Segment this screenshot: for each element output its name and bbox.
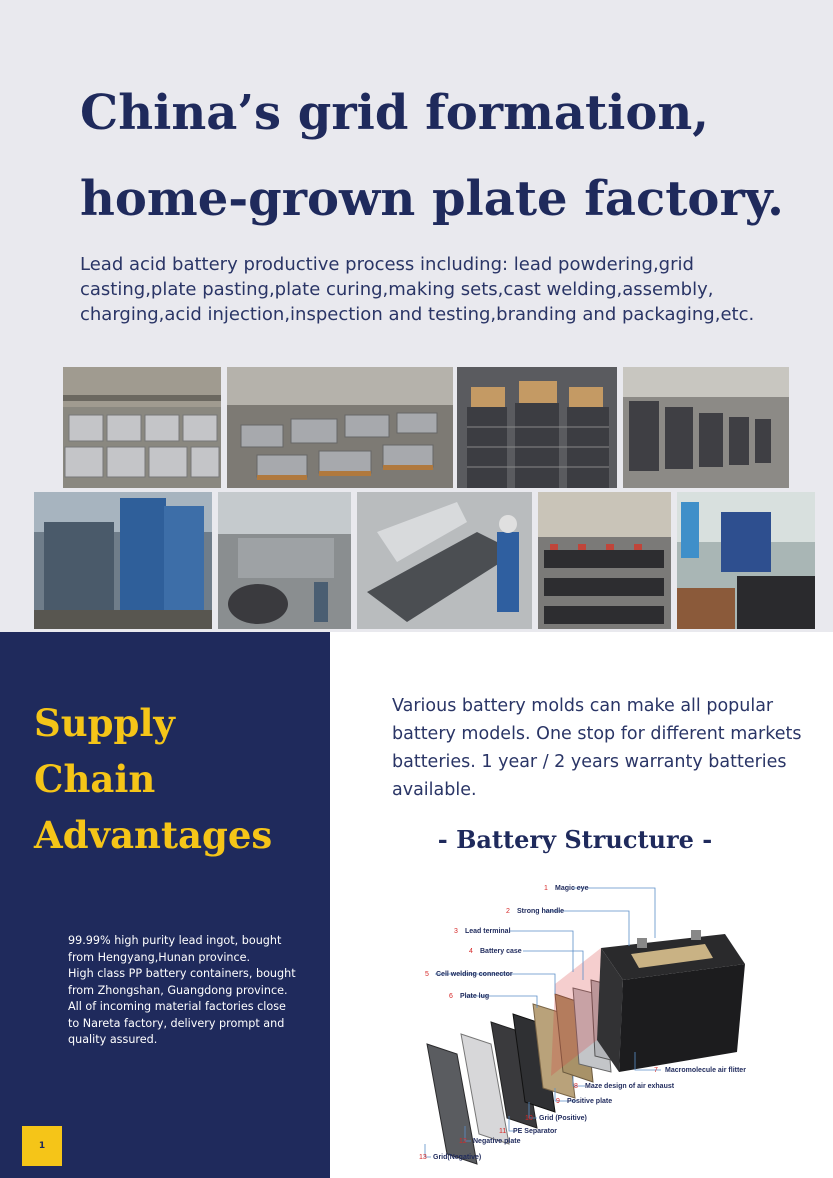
label-text: Maze design of air exhaust (585, 1083, 675, 1090)
factory-photo-testing-station (677, 492, 815, 629)
label-number: 2 (506, 908, 510, 915)
label-text: Strong handle (517, 908, 565, 915)
diagram-label-6 (449, 993, 489, 1000)
label-text: Battery case (480, 948, 522, 955)
label-text: Grid (Positive) (539, 1115, 587, 1122)
diagram-label-9 (556, 1098, 612, 1105)
diagram-label-1 (544, 885, 589, 892)
factory-photo-lead-ingots (63, 367, 221, 488)
factory-photo-plate-pasting (218, 492, 351, 629)
label-text: Macromolecule air flitter (665, 1067, 746, 1074)
label-text: Grid(Negative) (433, 1154, 482, 1161)
battery-molds-intro: Various battery molds can make all popular battery models. One stop for different markets batteries. 1 year / 2 years warranty batteries available. (392, 696, 802, 800)
factory-photo-grid-pallets (227, 367, 453, 488)
process-description: Lead acid battery productive process including: lead powdering,grid casting,plate pasting,plate curing,making sets,cast welding,assembly, charging,acid injection,inspection and testing,branding and packaging,etc. (80, 254, 755, 325)
label-number: 3 (454, 928, 458, 935)
bullet-material-factories: All of incoming material factories close to Nareta factory, delivery prompt and quality assured. (68, 1000, 286, 1046)
page-number: 1 (38, 1141, 46, 1151)
label-text: PE Separator (513, 1128, 557, 1135)
diagram-label-13 (419, 1154, 481, 1161)
label-text: Lead terminal (465, 928, 511, 935)
label-number: 1 (544, 885, 548, 892)
bullet-pp-containers: High class PP battery containers, bought from Zhongshan, Guangdong province. (68, 967, 296, 997)
label-number: 10 (525, 1115, 533, 1122)
diagram-label-5 (425, 971, 513, 978)
label-text: Negative plate (473, 1138, 521, 1145)
label-number: 4 (469, 948, 473, 955)
headline-line-1: China’s grid formation, (80, 85, 710, 141)
supply-chain-title (34, 695, 272, 863)
battery-structure-diagram (405, 876, 815, 1166)
diagram-label-7 (654, 1067, 746, 1074)
headline-line-2: home-grown plate factory. (80, 171, 784, 227)
label-text: Cell welding connector (436, 971, 513, 978)
label-number: 9 (556, 1098, 560, 1105)
factory-photo-plate-stacks (457, 367, 617, 488)
diagram-label-11 (499, 1128, 557, 1135)
label-number: 8 (574, 1083, 578, 1090)
label-number: 12 (459, 1138, 467, 1145)
diagram-label-2 (506, 908, 564, 915)
page-headline (80, 70, 784, 242)
supply-chain-title-line-3: Advantages (34, 813, 273, 857)
supply-chain-bullets (68, 933, 298, 1049)
supply-chain-title-line-2: Chain (34, 757, 156, 801)
factory-photo-curing-racks (623, 367, 789, 488)
battery-illustration (427, 930, 745, 1164)
diagram-label-3 (454, 928, 511, 935)
label-text: Plate lug (460, 993, 490, 1000)
label-number: 5 (425, 971, 429, 978)
label-number: 13 (419, 1154, 427, 1161)
diagram-label-4 (469, 948, 522, 955)
label-number: 11 (499, 1128, 507, 1135)
label-text: Positive plate (567, 1098, 613, 1105)
label-number: 7 (654, 1067, 658, 1074)
battery-structure-title: - Battery Structure - (437, 825, 713, 854)
factory-photo-assembly-worker (357, 492, 532, 629)
label-number: 6 (449, 993, 453, 1000)
bullet-lead-ingot: 99.99% high purity lead ingot, bought from Hengyang,Hunan province. (68, 934, 282, 964)
factory-photo-charging-line (538, 492, 671, 629)
label-text: Magic eye (555, 885, 589, 892)
factory-photo-blue-silo (34, 492, 212, 629)
supply-chain-title-line-1: Supply (34, 701, 175, 745)
diagram-label-8 (574, 1083, 675, 1090)
page-number-badge (22, 1126, 62, 1166)
